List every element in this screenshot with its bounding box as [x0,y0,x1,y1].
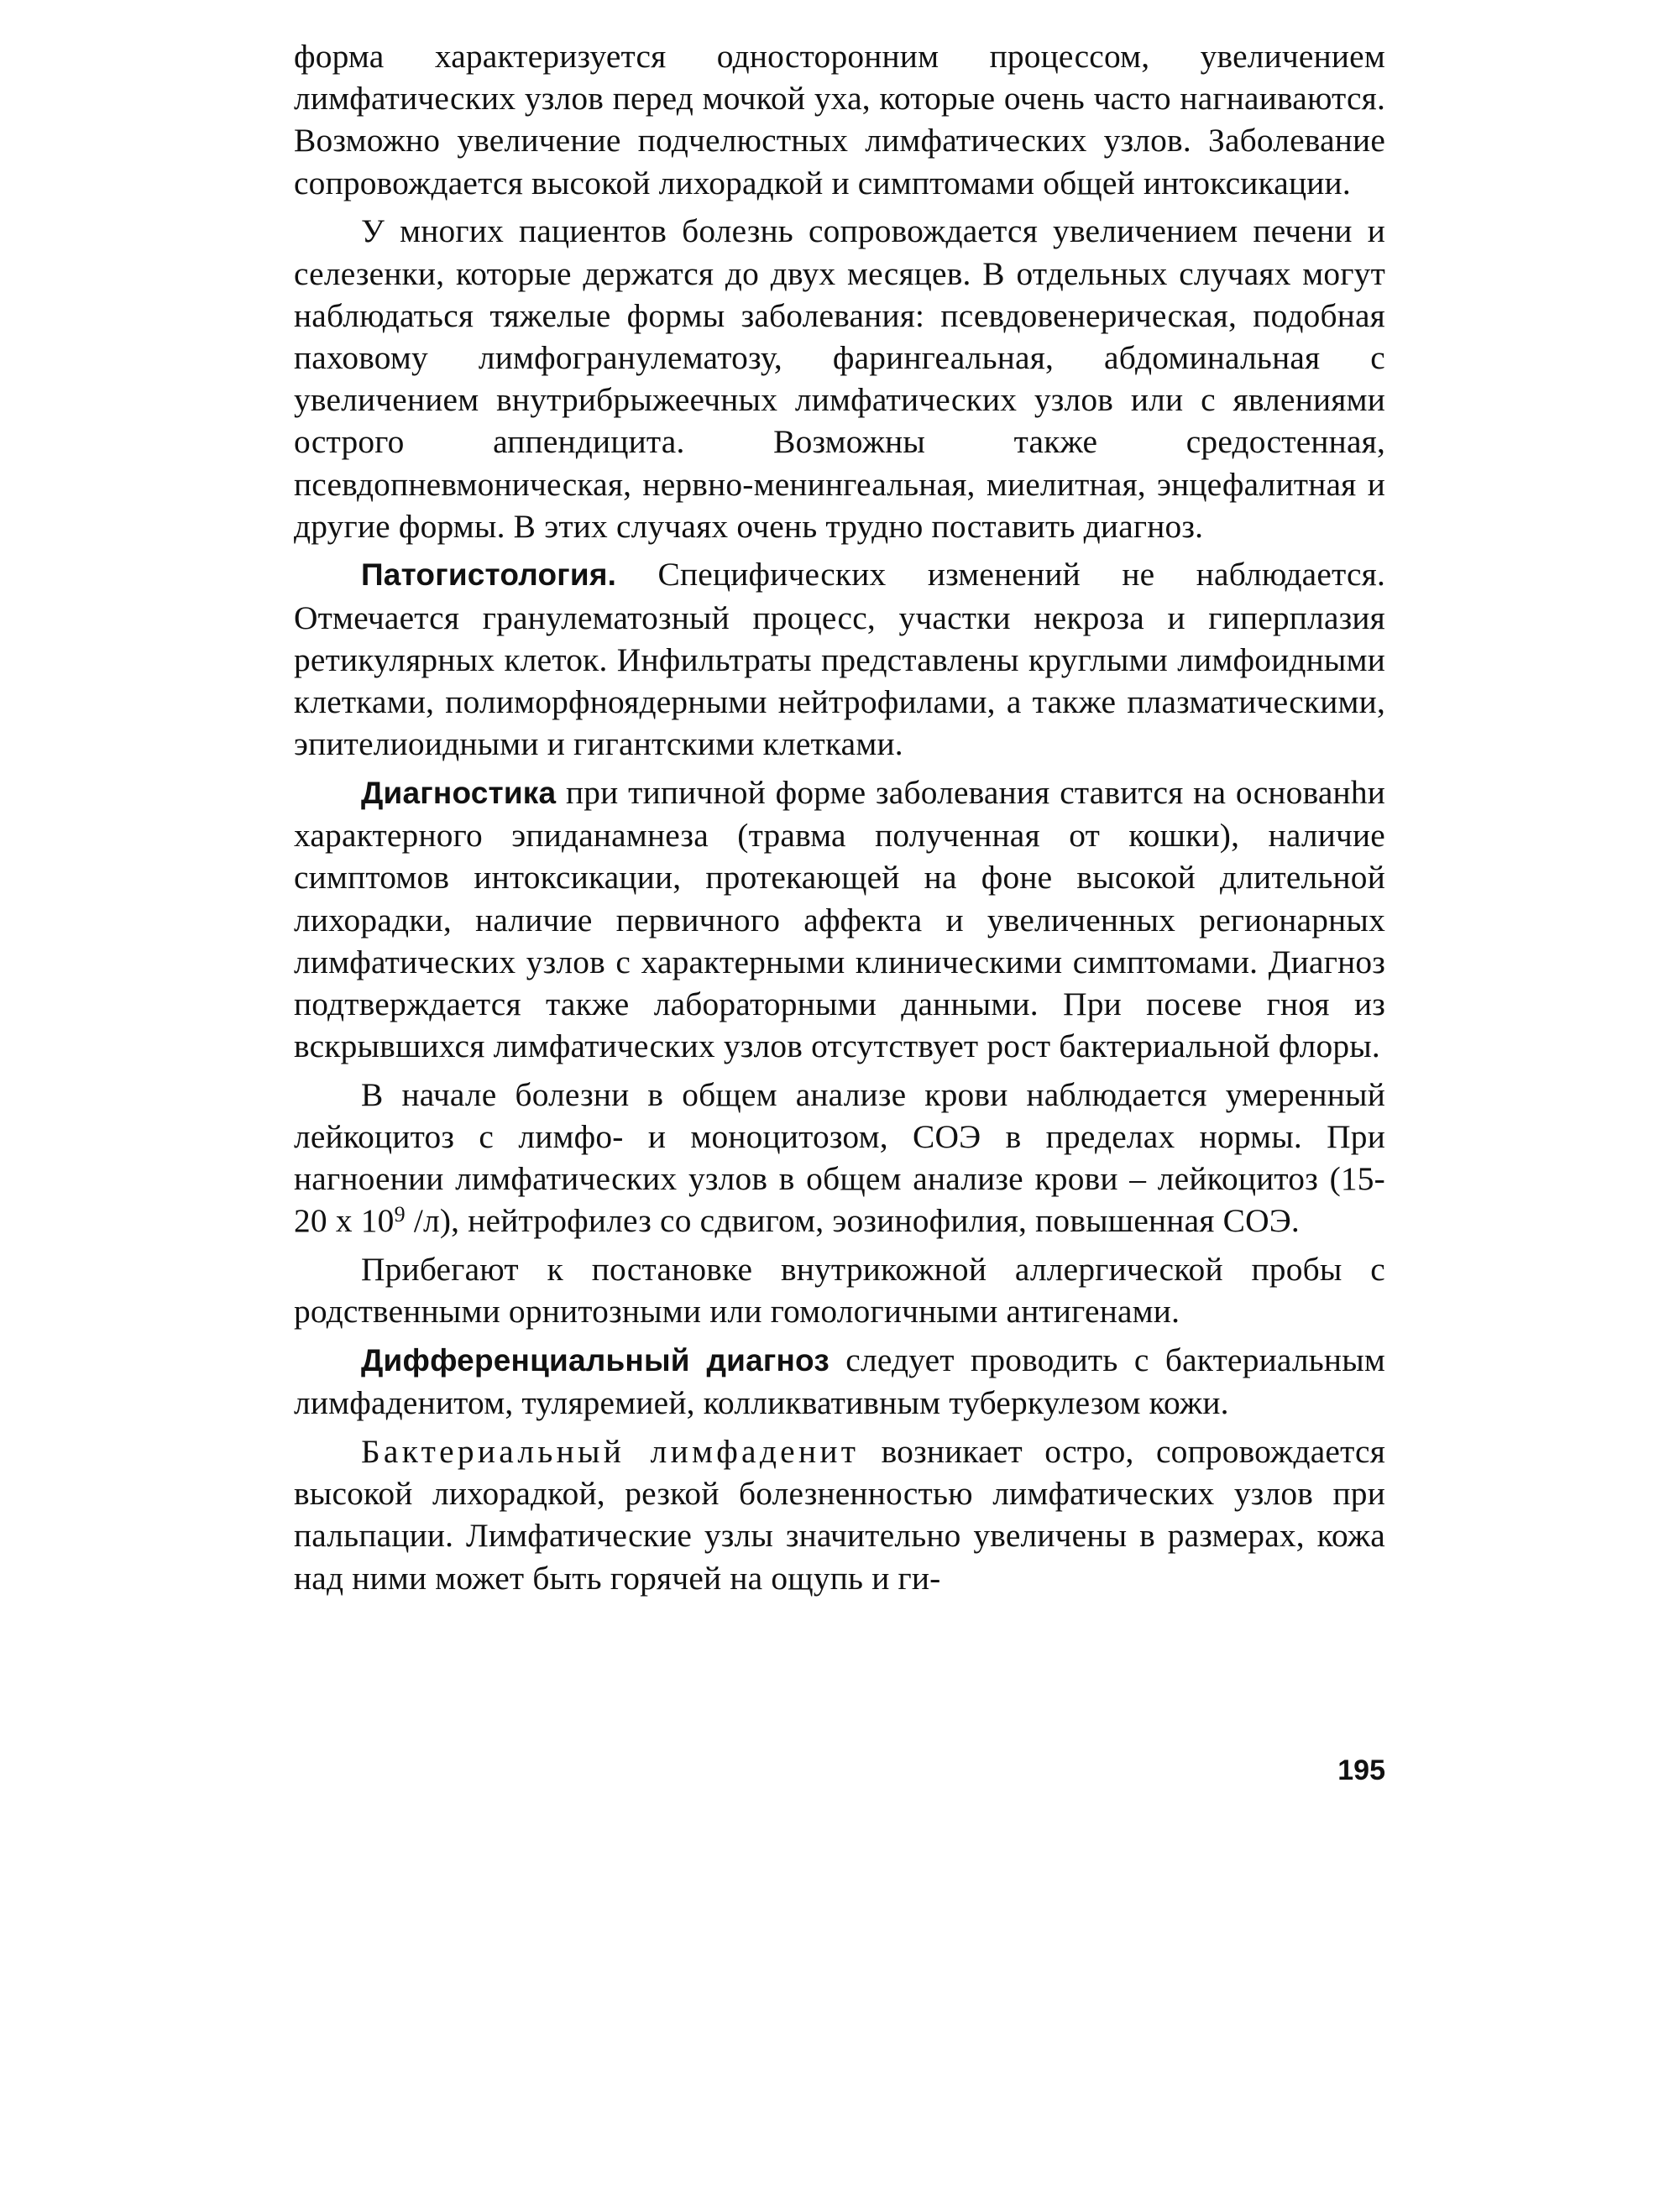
section-term-differential-diagnosis: Дифференциальный диагноз [361,1343,830,1378]
paragraph-text: /л), нейтрофилез со сдвигом, эозинофилия, повышенная СОЭ. [405,1202,1300,1240]
paragraph-text: Специфических изменений не наблюдается. Отмечается гранулематозный процесс, участки некроза и гиперплазия ретикулярных клеток. Инфильтраты представлены круглыми лимфоидными клетками, полиморфноядерными нейтрофилами, а также плазматическими, эпителиоидными и гигантскими клетками. [294,556,1385,763]
paragraph-pathohistology [294,553,1385,765]
paragraph-differential-diagnosis [294,1339,1385,1424]
paragraph-text: У многих пациентов болезнь сопровождается увеличением печени и селезенки, которые держатся до двух месяцев. В отдельных случаях могут наблюдаться тяжелые формы заболевания: псевдовенерическая, подобная паховому лимфогранулематозу, фарингеальная, абдоминальная с увеличением внутрибрыжеечных лимфатических узлов или с явлениями острого аппендицита. Возможны также средостенная, псевдопневмоническая, нервно-менингеальная, миелитная, энцефалитная и другие формы. В этих случаях очень трудно поставить диагноз. [294,212,1385,545]
spaced-term-bacterial-lymphadenitis: Бактериальный лимфаденит [361,1433,860,1470]
exponent: 9 [394,1202,406,1227]
paragraph-bacterial-lymphadenitis [294,1430,1385,1599]
page-number: 195 [1337,1754,1385,1786]
paragraph-diagnostics [294,771,1385,1067]
paragraph-text: возникает остро, сопровождается высокой лихорадкой, резкой болезненностью лимфатических узлов при пальпации. Лимфатические узлы значительно увеличены в размерах, кожа над ними может быть горячей на ощупь и ги- [294,1433,1386,1597]
paragraph-blood-analysis [294,1074,1385,1242]
paragraph-allergy-test [294,1248,1385,1332]
paragraph-text: при типичной форме заболевания ставится на основанhи характерного эпиданамнеза (травма полученная от кошки), наличие симптомов интоксикации, протекающей на фоне высокой длительной лихорадки, наличие первичного аффекта и увеличенных регионарных лимфатических узлов с характерными клиническими симптомами. Диагноз подтверждается также лабораторными данными. При посеве гноя из вскрывшихся лимфатических узлов отсутствует рост бактериальной флоры. [294,773,1385,1065]
body-text [294,35,1385,1605]
paragraph-text: форма характеризуется односторонним процессом, увеличением лимфатических узлов перед мочкой уха, которые очень часто нагнаиваются. Возможно увеличение подчелюстных лимфатических узлов. Заболевание сопровождается высокой лихорадкой и симптомами общей интоксикации. [294,38,1385,201]
paragraph-text: следует проводить с бактериальным лимфаденитом, туляремией, колликвативным туберкулезом кожи. [294,1341,1385,1422]
paragraph-text: Прибегают к постановке внутрикожной аллергической пробы с родственными орнитозными или гомологичными антигенами. [294,1251,1385,1331]
paragraph-text: В начале болезни в общем анализе крови наблюдается умеренный лейкоцитоз с лимфо- и моноцитозом, СОЭ в пределах нормы. При нагноении лимфатических узлов в общем анализе крови – лейкоцитоз (15-20 х 10 [294,1075,1385,1240]
paragraph-severe-forms [294,210,1385,547]
section-term-pathohistology: Патогистология. [361,557,617,593]
section-term-diagnostics: Диагностика [361,775,557,810]
paragraph-form-description [294,35,1385,204]
